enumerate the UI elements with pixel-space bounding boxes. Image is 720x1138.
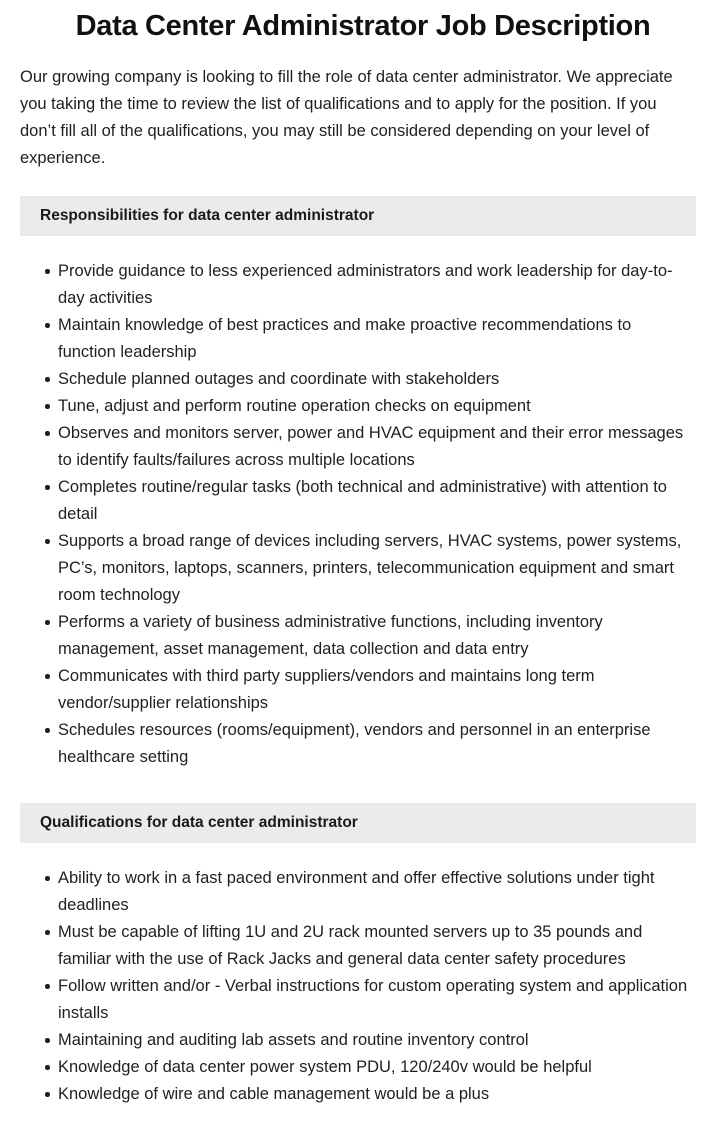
section-header-responsibilities (20, 196, 696, 236)
intro-paragraph: Our growing company is looking to fill the role of data center administrator. We appreciate you taking the time to review the list of qualifications and to apply for the position. If you don’t fill all of the qualifications, you may still be considered depending on your level of experience. (20, 68, 673, 167)
responsibilities-list (0, 236, 720, 771)
list-item: Maintain knowledge of best practices and make proactive recommendations to function leadership (20, 312, 690, 366)
list-item: Knowledge of wire and cable management would be a plus (20, 1081, 690, 1108)
section-heading-label: Qualifications for data center administrator (40, 814, 358, 831)
section-header-qualifications (20, 803, 696, 843)
list-item: Provide guidance to less experienced administrators and work leadership for day-to-day activities (20, 258, 690, 312)
section-heading-label: Responsibilities for data center administrator (40, 207, 375, 224)
list-item: Completes routine/regular tasks (both technical and administrative) with attention to detail (20, 474, 690, 528)
list-item: Schedule planned outages and coordinate with stakeholders (20, 366, 690, 393)
list-item: Maintaining and auditing lab assets and routine inventory control (20, 1027, 690, 1054)
list-item: Tune, adjust and perform routine operation checks on equipment (20, 393, 690, 420)
list-item: Communicates with third party suppliers/vendors and maintains long term vendor/supplier relationships (20, 663, 690, 717)
list-item: Performs a variety of business administrative functions, including inventory management, asset management, data collection and data entry (20, 609, 690, 663)
list-item: Supports a broad range of devices including servers, HVAC systems, power systems, PC’s, monitors, laptops, scanners, printers, telecommunication equipment and smart room technology (20, 528, 690, 609)
list-item: Must be capable of lifting 1U and 2U rack mounted servers up to 35 pounds and familiar with the use of Rack Jacks and general data center safety procedures (20, 919, 690, 973)
list-item: Schedules resources (rooms/equipment), vendors and personnel in an enterprise healthcare setting (20, 717, 690, 771)
section-qualifications (0, 803, 720, 1108)
list-item: Observes and monitors server, power and HVAC equipment and their error messages to identify faults/failures across multiple locations (20, 420, 690, 474)
page-title: Data Center Administrator Job Description (75, 10, 651, 42)
qualifications-list (0, 843, 720, 1108)
list-item: Follow written and/or - Verbal instructions for custom operating system and application installs (20, 973, 690, 1027)
section-responsibilities (0, 196, 720, 771)
list-item: Knowledge of data center power system PDU, 120/240v would be helpful (20, 1054, 690, 1081)
list-item: Ability to work in a fast paced environment and offer effective solutions under tight deadlines (20, 865, 690, 919)
section-spacer (0, 771, 720, 779)
